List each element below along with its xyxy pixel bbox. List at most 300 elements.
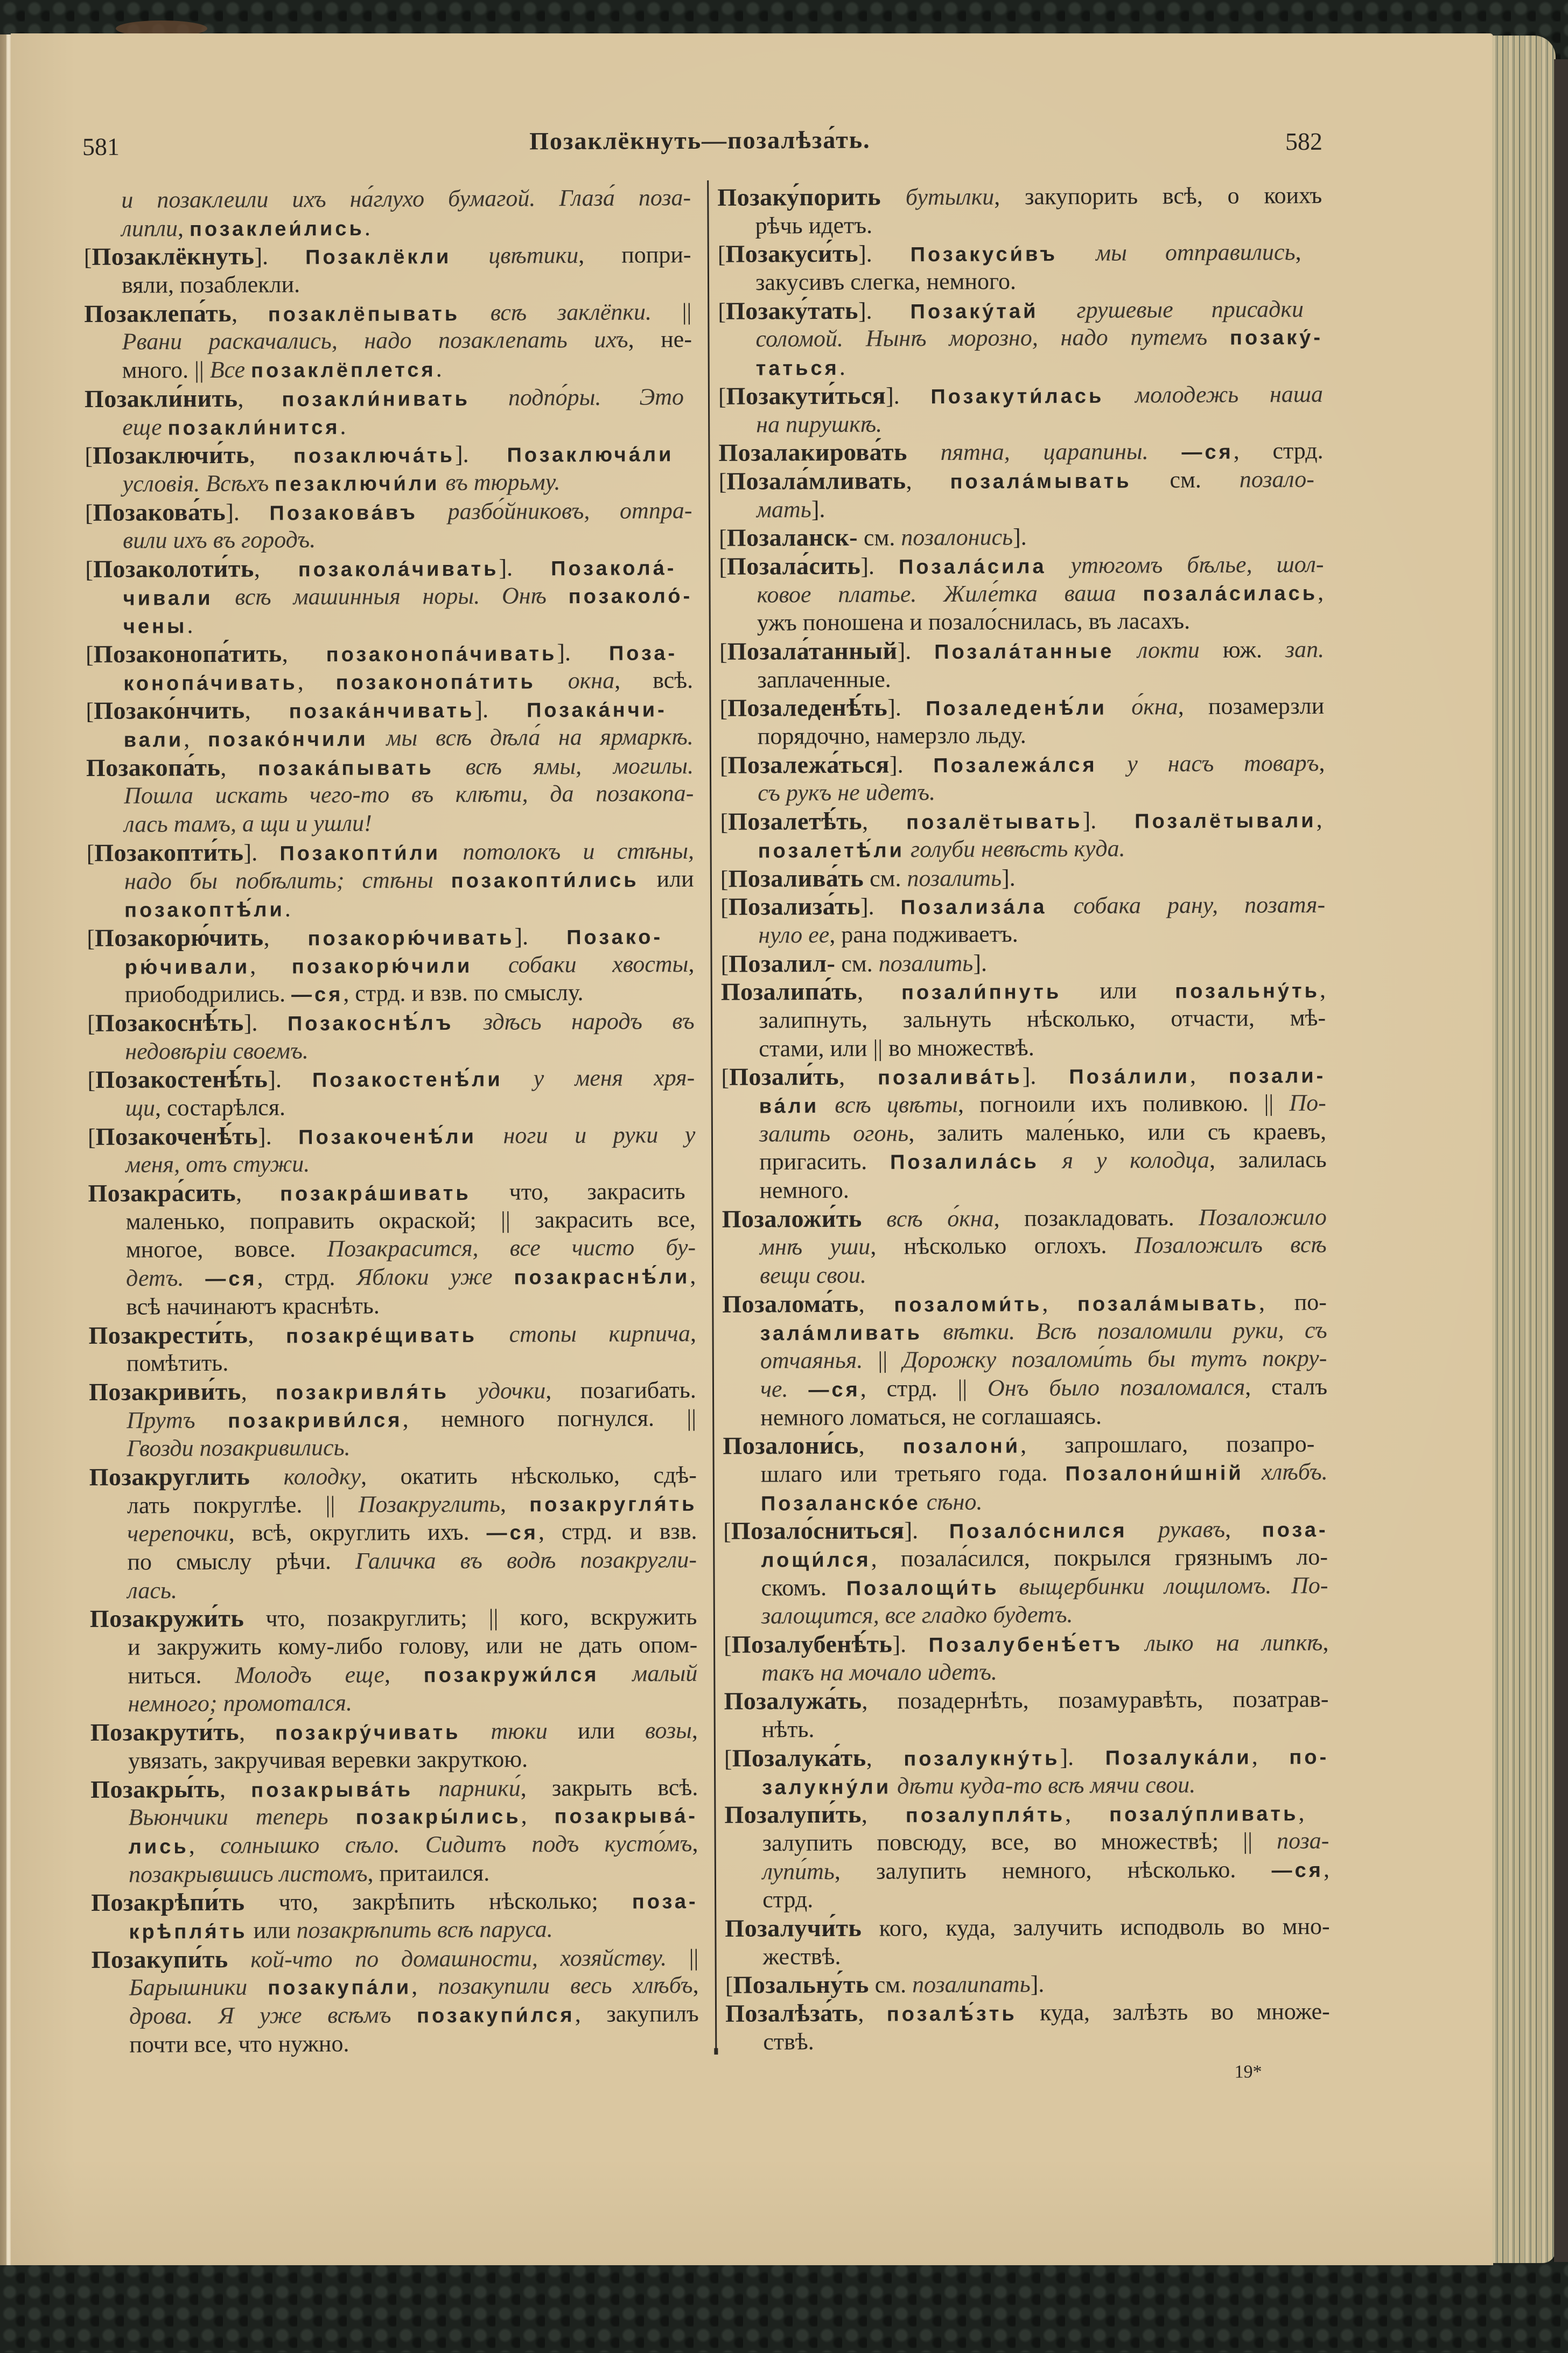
example-text: условія. Всѣхъ (122, 470, 269, 497)
definition-text: , всѣ, округлить ихъ. (228, 1519, 487, 1547)
headword: Позаколоти́ть (93, 554, 254, 583)
definition-text (1244, 1458, 1262, 1485)
derived-form: позала́силась (1143, 582, 1318, 606)
definition-text (1047, 892, 1073, 919)
definition-text: шлаго или третьяго года. (760, 1459, 1066, 1488)
text-line (86, 638, 693, 669)
definition-text: [ (718, 468, 727, 495)
definition-text: ]. (860, 893, 901, 920)
definition-text (819, 1092, 835, 1118)
definition-text: [ (718, 298, 726, 325)
text-line (725, 1883, 1329, 1915)
text-line (86, 609, 693, 640)
definition-text: [ (720, 865, 729, 892)
text-line (723, 1486, 1328, 1518)
definition-text (245, 357, 251, 383)
definition-text: , (1316, 806, 1322, 833)
definition-text: много. || (122, 357, 210, 383)
definition-text: [ (85, 641, 94, 668)
definition-text: , залупить немного, нѣсколько. (834, 1855, 1272, 1884)
definition-text: и закружить кому-либо голову, или не дать опом- (127, 1631, 698, 1660)
example-text: грушевые присадки (1076, 295, 1304, 323)
text-line (87, 893, 694, 924)
example-text: собака рану, позатя- (1073, 891, 1326, 919)
example-text: собаки хвосты (508, 950, 689, 978)
headword: Позаку́порить (717, 183, 881, 211)
text-line (722, 1231, 1327, 1262)
derived-form: позакры́лись (355, 1805, 521, 1830)
derived-form: позакривля́ть (275, 1380, 450, 1405)
derived-form: позакола́чивать (298, 557, 499, 582)
example-text: Позаложило (1199, 1203, 1327, 1231)
derived-form: Позакоченѣ́ли (298, 1125, 477, 1149)
derived-form: позала́мывать (1077, 1292, 1259, 1316)
definition-text: см. (863, 864, 907, 892)
definition-text: ]. (887, 694, 926, 721)
text-line (722, 1118, 1326, 1149)
definition-text: , стрд. (257, 1263, 357, 1291)
definition-text: , (235, 1179, 281, 1206)
definition-text: , рана подживаетъ. (829, 920, 1018, 948)
example-text: у меня хря- (533, 1064, 695, 1092)
text-line (92, 2028, 699, 2059)
text-line (84, 269, 691, 300)
definition-text: [ (86, 698, 94, 725)
derived-form: пезаключи́ли (275, 472, 440, 496)
text-line (719, 635, 1324, 666)
column-divider (707, 180, 717, 2054)
definition-text: [ (720, 893, 729, 921)
definition-text: [ (724, 1745, 732, 1772)
derived-form: чены (123, 615, 187, 638)
definition-text: , позадернѣть, позамуравѣть, позатрав- (862, 1686, 1329, 1715)
definition-text: , окатить нѣсколько, сдѣ- (360, 1461, 697, 1490)
derived-form: Позалила́сь (890, 1150, 1039, 1174)
headword: Позакоченѣ́ть (95, 1122, 258, 1150)
definition-text (213, 583, 235, 610)
definition-text (788, 1376, 808, 1402)
derived-form: Позала́сила (898, 555, 1047, 579)
example-text: Галичка въ водѣ позакругли- (355, 1546, 697, 1574)
definition-text: , (231, 300, 268, 327)
definition-text: или (247, 1917, 297, 1944)
text-line (87, 1007, 695, 1038)
definition-text: ]. (973, 949, 988, 976)
derived-form: Позакути́лась (930, 385, 1104, 408)
definition-text: [ (720, 951, 729, 977)
example-text: залощится, все гладко будетъ. (761, 1601, 1073, 1629)
definition-text: ]. (1001, 864, 1016, 891)
example-text: мы всѣ дѣла́ на ярмаркѣ. (386, 723, 694, 751)
derived-form: ва́ли (759, 1095, 820, 1118)
derived-form: позалѣ́зть (886, 2002, 1017, 2026)
example-text: всѣ машинныя норы. Онѣ (235, 582, 547, 610)
derived-form: позакра́шивать (280, 1182, 471, 1206)
definition-text: , (858, 2000, 887, 2027)
text-line (83, 184, 691, 215)
definition-text (1116, 579, 1143, 606)
definition-text: [ (87, 1067, 96, 1094)
derived-form: Позалони́шній (1065, 1462, 1244, 1485)
example-text: позалонись (901, 523, 1013, 551)
derived-form: лощи́лся (761, 1548, 871, 1572)
headword: Позакрути́ть (90, 1717, 240, 1747)
derived-form: позакупа́ли (268, 1976, 412, 2000)
text-line (721, 975, 1326, 1007)
definition-text: приободрились. (124, 980, 292, 1008)
definition-text: , (857, 978, 902, 1005)
definition-text: юж. (1199, 636, 1286, 663)
definition-text: см. (869, 1971, 913, 1998)
text-line (91, 1858, 698, 1889)
headword: Позакруглить (89, 1462, 250, 1491)
text-line (89, 1404, 696, 1435)
derived-form: Позало́снился (949, 1519, 1128, 1544)
derived-form: Позалука́ли (1105, 1746, 1252, 1770)
example-text: позало- (1239, 465, 1314, 493)
text-line (86, 808, 694, 839)
derived-form: позаколо́- (568, 584, 693, 608)
example-text: окна (568, 667, 615, 694)
definition-text: ниться. (128, 1661, 235, 1689)
definition-text: или (639, 865, 694, 892)
definition-text: , немного погнулся. || (402, 1404, 697, 1432)
definition-text (599, 1660, 632, 1686)
derived-form: позакорю́чивать (307, 926, 515, 951)
text-line (87, 950, 694, 981)
derived-form: позакру́чивать (275, 1721, 461, 1745)
headword: Позаланск- (726, 523, 858, 552)
definition-text (493, 1263, 514, 1290)
text-line (92, 2000, 699, 2031)
definition-text: маленько, поправить окраской; || закрасить все, (125, 1205, 696, 1235)
headword: Позакружи́ть (89, 1604, 244, 1633)
text-line (721, 1032, 1326, 1064)
example-text: мнѣ уши (759, 1233, 871, 1260)
example-text: удочки (478, 1377, 546, 1404)
text-line (725, 1912, 1329, 1943)
text-line (722, 1288, 1327, 1319)
derived-form: —ся (291, 983, 344, 1007)
headword: Позалони́сь (723, 1431, 859, 1460)
text-line (723, 1344, 1327, 1376)
definition-text: , (858, 1290, 894, 1317)
text-line (720, 805, 1325, 836)
definition-text (1104, 381, 1135, 408)
text-line (719, 692, 1324, 723)
headword: Позалубенѣ́ть (731, 1630, 893, 1658)
definition-text (1114, 637, 1137, 663)
definition-text: . (839, 353, 845, 380)
headword: Позальну́ть (733, 1970, 869, 1999)
definition-text: ]. (474, 696, 527, 723)
definition-text: , (866, 1744, 904, 1771)
definition-text: ]. (243, 1009, 288, 1036)
example-text: Пошла искать чего-то въ клѣти, да позакопа- (124, 780, 694, 809)
headword: Позакорю́чить (94, 923, 264, 952)
text-line (724, 1798, 1329, 1830)
definition-text (536, 667, 568, 694)
headword: Позалука́ть (732, 1743, 866, 1772)
example-text: мать (756, 495, 811, 523)
example-text: отчаянья. (760, 1346, 863, 1374)
derived-form: Позакола́- (550, 557, 677, 581)
derived-form: позакли́нится (167, 416, 340, 439)
example-text: я у колодца (1062, 1147, 1210, 1174)
derived-form: зала́мливать (760, 1321, 923, 1345)
derived-form: позакре́щивать (285, 1324, 478, 1347)
definition-text: , (861, 1801, 906, 1828)
definition-text: , закрыть всѣ. (520, 1774, 698, 1801)
definition-text: [ (85, 556, 94, 583)
example-text: позакупили весь хлѣбъ (438, 1972, 693, 2000)
text-line (85, 411, 692, 442)
example-text: ковое платье. Жиле́тка ваша (757, 579, 1116, 608)
text-line (88, 1205, 696, 1237)
definition-text: , (297, 668, 336, 695)
definition-text: . (284, 895, 291, 922)
definition-text: залипнуть, зальнуть нѣсколько, отчасти, мѣ- (758, 1004, 1326, 1034)
example-text: Прутъ (127, 1406, 195, 1434)
definition-text: стами, или || во множествѣ. (759, 1034, 1034, 1062)
derived-form: позакопти́лись (451, 869, 639, 892)
derived-form: позала́мывать (950, 470, 1132, 493)
text-line (718, 323, 1322, 354)
headword: Позалежа́ться (727, 750, 890, 779)
derived-form: позалони́ (902, 1435, 1021, 1458)
derived-form: Позаку́тай (910, 300, 1039, 324)
definition-text (1039, 1147, 1062, 1174)
text-line (86, 751, 694, 783)
definition-text: [ (85, 443, 93, 470)
definition-text: [ (721, 1064, 730, 1091)
derived-form: —ся (1181, 441, 1234, 464)
text-line (90, 1773, 698, 1804)
example-text: голуби невѣсть куда. (910, 835, 1125, 863)
derived-form: крѣпля́ть (129, 1920, 248, 1944)
text-line (722, 1316, 1327, 1347)
definition-text: [ (87, 925, 95, 952)
definition-text (862, 1205, 887, 1232)
example-text: потолокъ и стѣны, (463, 837, 695, 865)
text-line (90, 1687, 697, 1719)
text-line (89, 1489, 697, 1520)
headword: Позакоснѣ́ть (95, 1008, 244, 1037)
text-line (723, 1429, 1327, 1461)
definition-text: . (187, 612, 193, 639)
text-line (91, 1915, 698, 1946)
definition-text: , запрошлаго, позапро- (1020, 1430, 1315, 1458)
example-text: пятна, царапины. (940, 438, 1149, 466)
text-line (724, 1657, 1328, 1688)
text-line (720, 862, 1325, 893)
derived-form: таться (755, 357, 839, 380)
definition-text: , (220, 754, 258, 781)
definition-text: ]. (1012, 523, 1027, 550)
definition-text: см. (835, 950, 879, 977)
definition-text: многое, вовсе. (125, 1235, 327, 1263)
text-line (725, 1997, 1330, 2028)
example-text: и позаклеили ихъ на́глухо бумагой. Глаза́ поза- (121, 184, 691, 213)
example-text: лупи́ть (762, 1858, 835, 1885)
derived-form: позакупи́лся (416, 2004, 575, 2028)
text-line (725, 1940, 1329, 1972)
definition-text: , (250, 952, 292, 979)
definition-text: ]. (897, 638, 935, 665)
definition-text: [ (719, 553, 727, 580)
example-text: бутылки (905, 183, 995, 211)
definition-text: [ (719, 525, 727, 552)
text-line (724, 1628, 1328, 1659)
definition-text: по смыслу рѣчи. (127, 1547, 356, 1575)
definition-text (368, 725, 387, 751)
derived-form: Позала́танные (934, 640, 1115, 664)
derived-form: позаклёпывать (268, 302, 460, 326)
definition-text: порядочно, намерзло льду. (757, 722, 1026, 750)
example-text: всѣ заклёпки. (490, 298, 652, 326)
text-line (718, 380, 1323, 411)
definition-text: ]. (254, 243, 306, 270)
text-line (723, 1373, 1327, 1404)
text-line (725, 2026, 1330, 2057)
definition-text: залупить повсюду, все, во множествѣ; || (762, 1827, 1277, 1856)
definition-text: , (690, 1262, 696, 1289)
example-text: соломой. Нынѣ морозно, надо путемъ (755, 324, 1208, 352)
definition-text: . (340, 413, 346, 439)
text-line (88, 1177, 695, 1208)
example-text: Гвозди позакривились. (127, 1434, 351, 1462)
definition-text: , (521, 1802, 555, 1829)
example-text: молодежь наша (1135, 380, 1324, 408)
example-text: кой-что по домашности, хозяйству. (250, 1944, 667, 1973)
definition-text: , (1065, 1800, 1110, 1827)
text-line (87, 921, 694, 953)
text-line (720, 947, 1325, 979)
headword: Позакриви́ть (88, 1377, 241, 1406)
example-text: Онъ было позаломался (987, 1373, 1245, 1401)
definition-text: увязать, закручивая веревки закруткою. (128, 1745, 528, 1774)
example-text: утюгомъ бѣлье, шол- (1070, 550, 1324, 578)
example-text: Позакруглить (358, 1490, 501, 1518)
definition-text (881, 184, 906, 210)
headword: Позаклепа́ть (84, 299, 232, 327)
definition-text: , залить мале́нько, или съ краевъ, (908, 1118, 1327, 1147)
definition-text: закусивъ слегка, немного. (755, 268, 1017, 296)
definition-text: ]. (860, 553, 899, 579)
derived-form: конопа́чивать (123, 671, 298, 695)
example-text: въ тюрьму. (445, 469, 561, 495)
headword: Позаледенѣ́ть (727, 693, 888, 722)
text-line (720, 890, 1325, 921)
definition-text: ]. (1060, 1743, 1105, 1770)
derived-form: позалукну́ть (904, 1747, 1060, 1771)
text-line (722, 1174, 1326, 1205)
definition-text: [ (717, 241, 726, 268)
derived-form: —ся (205, 1267, 257, 1291)
text-line (84, 297, 691, 329)
headword: Позакуси́ть (725, 240, 859, 268)
definition-text: , стрд. || (860, 1374, 988, 1402)
definition-text: см. (857, 524, 901, 551)
definition-text (453, 1009, 484, 1035)
dictionary-column-right (717, 181, 1330, 2056)
definition-text: , погноили ихъ поливкою. || (957, 1090, 1290, 1118)
example-text: нуло ее (758, 921, 830, 948)
example-text: солнышко сѣло. Сидитъ подъ кусто́мъ (220, 1830, 692, 1859)
definition-text (195, 1406, 228, 1433)
example-text: вѣтки. Всѣ позаломили руки, съ (943, 1316, 1327, 1345)
definition-text: жествѣ. (762, 1943, 841, 1970)
headword: Позализа́ть (728, 892, 861, 920)
derived-form: позакорю́чили (291, 954, 473, 978)
derived-form: Позакуси́въ (910, 243, 1058, 267)
definition-text: [ (83, 244, 92, 271)
example-text: цвѣтики (488, 242, 579, 269)
text-line (87, 1063, 695, 1094)
text-line (717, 181, 1322, 212)
definition-text: , (219, 1776, 251, 1803)
example-text: дрова. Я уже всѣмъ (129, 2001, 391, 2029)
definition-text: . (364, 214, 370, 241)
derived-form: Позака́нчи- (526, 699, 667, 722)
text-line (720, 834, 1325, 865)
derived-form: позаконопа́чивать (326, 643, 557, 667)
definition-text: , (688, 950, 695, 977)
definition-text: . (436, 355, 442, 382)
definition-text: ]. (268, 1066, 313, 1093)
derived-form: позакрыва́- (554, 1805, 698, 1828)
text-line (90, 1744, 698, 1776)
text-line (719, 578, 1324, 610)
example-text: дѣти куда-то всѣ мячи свои. (897, 1771, 1196, 1799)
text-line (719, 493, 1324, 525)
definition-text: , (1322, 1629, 1329, 1656)
example-text: черепочки (127, 1520, 229, 1547)
headword: Позако́нчить (94, 696, 245, 725)
definition-text: , (384, 1661, 424, 1688)
definition-text (162, 414, 167, 440)
headword: Позакостенѣ́ть (95, 1065, 268, 1094)
definition-text: , (249, 442, 294, 469)
derived-form: позалу́пливать (1109, 1803, 1299, 1826)
definition-text: немного. (759, 1176, 849, 1204)
text-line (85, 581, 692, 612)
definition-text: , (1298, 1799, 1305, 1826)
definition-text: , (188, 1832, 221, 1859)
derived-form: вали (123, 729, 184, 752)
example-text: позакрывшись листомъ (128, 1860, 368, 1888)
definition-text (1107, 694, 1132, 720)
headword: Позаконопа́тить (93, 639, 282, 668)
definition-text: , (239, 1719, 276, 1745)
headword: Позаклёкнуть (92, 242, 255, 271)
derived-form: позакругля́ть (529, 1492, 697, 1517)
text-line (88, 1092, 695, 1123)
derived-form: позаконопа́тить (335, 671, 536, 694)
example-text: позакрѣпить всѣ паруса. (296, 1916, 553, 1944)
text-line (720, 919, 1325, 950)
headword: Позалупи́ть (724, 1800, 862, 1829)
example-text: лыко на липкѣ (1145, 1629, 1323, 1657)
definition-text: , состарѣлся. (155, 1094, 286, 1121)
definition-text (472, 951, 508, 977)
example-text: Позакрасится, все чисто бу- (327, 1234, 696, 1262)
text-line (85, 467, 692, 499)
derived-form: позалупля́ть (905, 1804, 1066, 1827)
text-line (718, 408, 1323, 439)
text-line (85, 524, 692, 555)
example-text: локти (1137, 636, 1200, 664)
